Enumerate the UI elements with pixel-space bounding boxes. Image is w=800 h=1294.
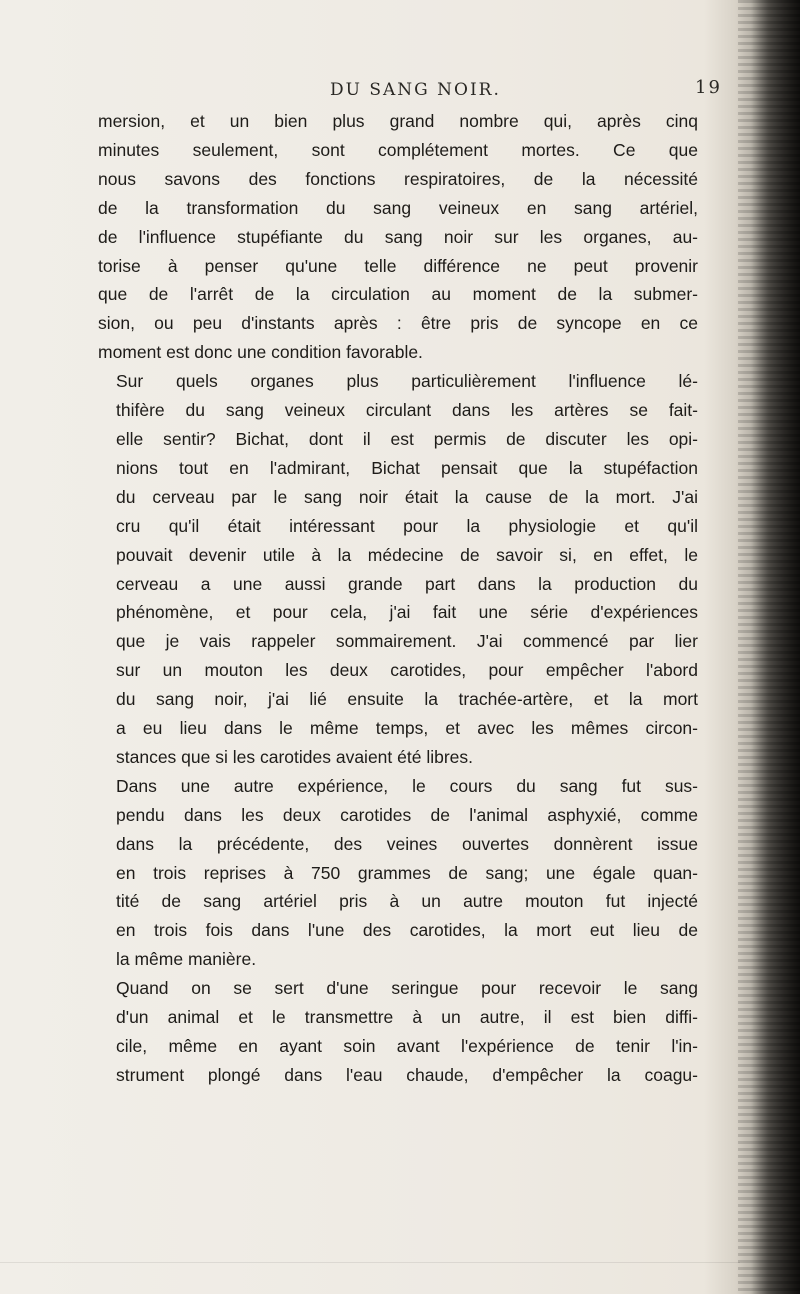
text-line: de l'influence stupéfiante du sang noir sur les organes, au-	[98, 226, 698, 247]
text-line: que je vais rappeler sommairement. J'ai commencé par lier	[116, 631, 698, 652]
text-line: mersion, et un bien plus grand nombre qui, après cinq	[98, 111, 698, 131]
text-line: nions tout en l'admirant, Bichat pensait que la stupéfaction	[116, 457, 698, 478]
page-number: 19	[695, 77, 722, 98]
text-line: du sang noir, j'ai lié ensuite la trachée-artère, et la mort	[116, 689, 698, 710]
paragraph	[98, 974, 698, 1090]
text-line: pendu dans les deux carotides de l'animal asphyxié, comme	[116, 804, 698, 825]
text-line: Sur quels organes plus particulièrement l'influence lé-	[116, 371, 698, 392]
text-line: cerveau a une aussi grande part dans la production du	[116, 573, 698, 594]
running-head: DU SANG NOIR.	[330, 80, 501, 100]
text-line: Dans une autre expérience, le cours du sang fut sus-	[116, 775, 698, 796]
text-line: sion, ou peu d'instants après : être pris de syncope en ce	[98, 313, 698, 334]
text-line: cile, même en ayant soin avant l'expérience de tenir l'in-	[116, 1036, 698, 1056]
body-text	[98, 107, 698, 1090]
text-line: dans la précédente, des veines ouvertes donnèrent issue	[116, 833, 698, 854]
text-line: d'un animal et le transmettre à un autre, il est bien diffi-	[116, 1007, 698, 1028]
text-line: Quand on se sert d'une seringue pour recevoir le sang	[116, 978, 698, 999]
text-line: que de l'arrêt de la circulation au moment de la submer-	[98, 284, 698, 305]
page-header	[0, 74, 740, 104]
text-line: pouvait devenir utile à la médecine de savoir si, en effet, le	[116, 544, 698, 565]
text-line: en trois reprises à 750 grammes de sang; une égale quan-	[116, 862, 698, 883]
text-line: moment est donc une condition favorable.	[98, 342, 423, 363]
text-line: sur un mouton les deux carotides, pour empêcher l'abord	[116, 660, 698, 681]
text-line: strument plongé dans l'eau chaude, d'empêcher la coagu-	[116, 1064, 698, 1085]
text-line: en trois fois dans l'une des carotides, la mort eut lieu de	[116, 920, 698, 941]
text-line: tité de sang artériel pris à un autre mouton fut injecté	[116, 891, 698, 912]
paragraph	[98, 107, 698, 367]
text-line: a eu lieu dans le même temps, et avec les mêmes circon-	[116, 718, 698, 739]
book-binding-edge	[738, 0, 800, 1294]
text-line: cru qu'il était intéressant pour la physiologie et qu'il	[116, 515, 698, 536]
text-line: elle sentir? Bichat, dont il est permis de discuter les opi-	[116, 428, 698, 449]
text-line: du cerveau par le sang noir était la cause de la mort. J'ai	[116, 486, 698, 507]
paragraph	[98, 772, 698, 974]
text-line: de la transformation du sang veineux en sang artériel,	[98, 197, 698, 218]
text-line: nous savons des fonctions respiratoires, de la nécessité	[98, 168, 698, 189]
text-line: stances que si les carotides avaient été libres.	[116, 746, 473, 767]
text-line: la même manière.	[116, 949, 257, 970]
page-bottom-edge	[0, 1262, 740, 1263]
text-line: thifère du sang veineux circulant dans les artères se fait-	[116, 400, 698, 421]
text-line: minutes seulement, sont complétement mortes. Ce que	[98, 139, 698, 160]
text-line: torise à penser qu'une telle différence ne peut provenir	[98, 255, 698, 276]
paragraph	[98, 367, 698, 772]
text-line: phénomène, et pour cela, j'ai fait une série d'expériences	[116, 602, 698, 623]
